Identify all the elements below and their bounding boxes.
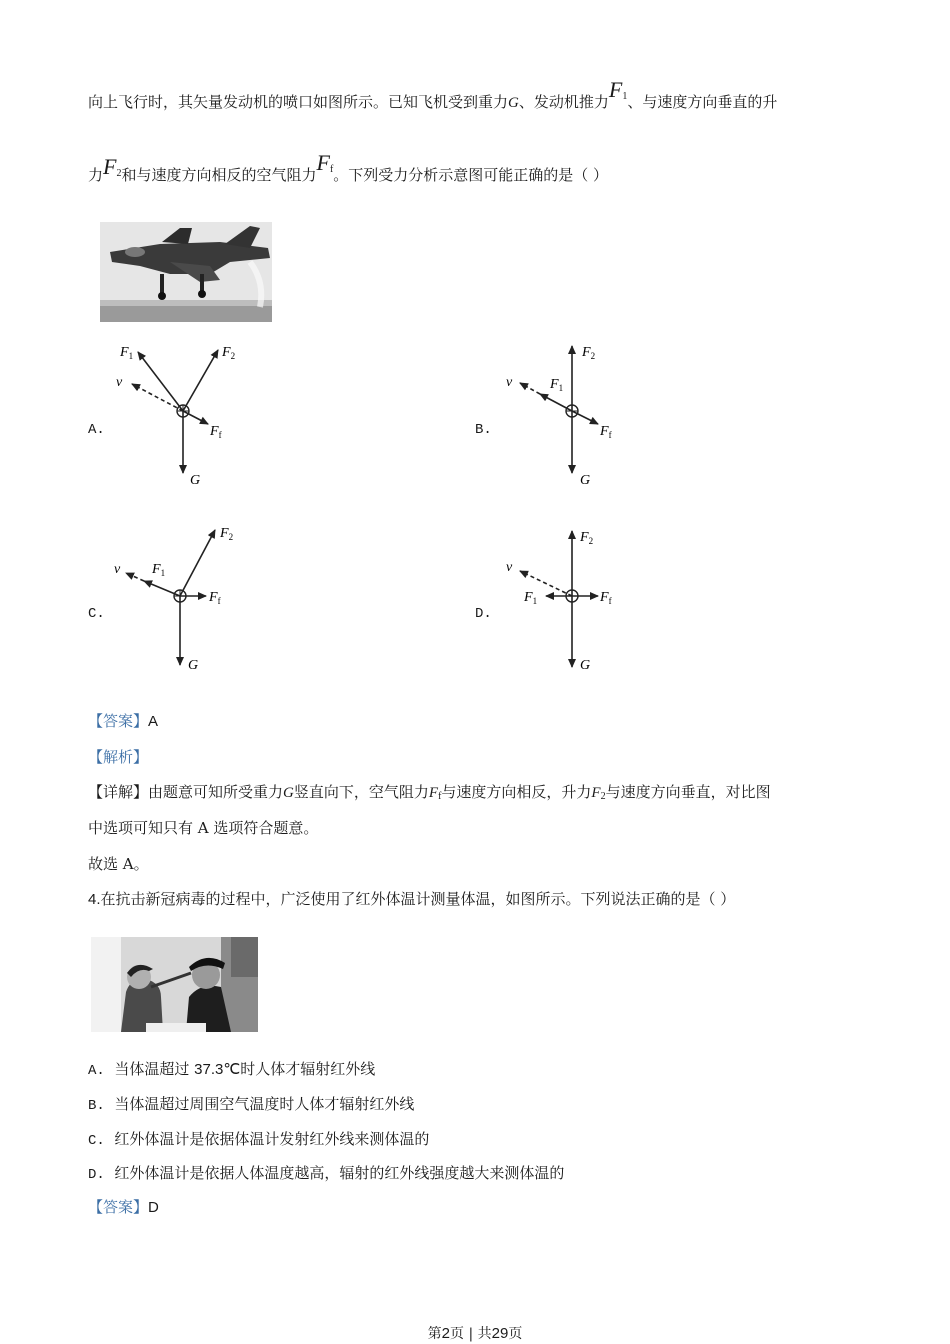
page-number: 2 xyxy=(441,1325,451,1342)
answer-tag: 【答案】 xyxy=(88,1198,149,1216)
force-diagram-b xyxy=(500,340,650,494)
svg-text:F1: $F_1$ xyxy=(524,590,538,606)
stem-text: 、与速度方向垂直的升 xyxy=(627,93,778,111)
svg-text:v: v xyxy=(506,375,513,390)
force-diagram-d xyxy=(500,525,650,679)
label-f2: $F_2$ xyxy=(222,345,236,361)
vector-f2 xyxy=(183,350,218,411)
force-diagram-a xyxy=(110,340,260,494)
q4-option-c[interactable]: C. 红外体温计是依据体温计发射红外线来测体温的 xyxy=(88,1130,430,1149)
detail-line1-q3: 【详解】由题意可知所受重力G竖直向下，空气阻力$F_f$与速度方向相反，升力$F_2$与速度方向垂直，对比图 xyxy=(88,783,771,802)
page-footer: 第2页 | 共29页 xyxy=(427,1325,523,1342)
svg-text:Ff: $F_f$ xyxy=(209,590,221,606)
svg-text:Ff: $F_f$ xyxy=(600,590,612,606)
option-b-label[interactable]: B. xyxy=(475,422,492,438)
symbol-ff: $F_f$ xyxy=(316,150,334,175)
option-label: A. xyxy=(88,1063,105,1079)
option-d-label[interactable]: D. xyxy=(475,606,492,622)
svg-text:G: G xyxy=(580,658,591,673)
question3-line1 xyxy=(88,77,778,117)
question4-stem xyxy=(88,889,735,910)
stem-text: 向上飞行时，其矢量发动机的喷口如图所示。已知飞机受到重力 xyxy=(88,93,509,111)
svg-text:F1: $F_1$ xyxy=(550,377,564,393)
option-c-label[interactable]: C. xyxy=(88,606,105,622)
q4-option-d[interactable]: D. 红外体温计是依据人体温度越高，辐射的红外线强度越大来测体温的 xyxy=(88,1164,565,1183)
svg-text:G: G xyxy=(580,473,591,488)
svg-text:G: G xyxy=(188,658,199,673)
symbol-g: G xyxy=(508,95,519,111)
label-v: v xyxy=(116,375,123,390)
answer-value: D xyxy=(148,1199,159,1216)
q4-option-b[interactable]: B. 当体温超过周围空气温度时人体才辐射红外线 xyxy=(88,1095,415,1114)
svg-text:F2: $F_2$ xyxy=(580,530,594,546)
detail-line2-q3: 中选项可知只有 A 选项符合题意。 xyxy=(88,819,319,837)
svg-text:Ff: $F_f$ xyxy=(600,424,612,440)
svg-text:F1: $F_1$ xyxy=(152,562,166,578)
label-g: G xyxy=(190,473,201,488)
detail-tag: 【详解】 xyxy=(88,783,149,801)
svg-text:v: v xyxy=(506,560,513,575)
answer-tag: 【答案】 xyxy=(88,712,149,730)
answer-value: A xyxy=(148,713,159,730)
label-ff: $F_f$ xyxy=(210,424,222,440)
stem-text: 。下列受力分析示意图可能正确的是（ ） xyxy=(333,166,609,184)
svg-text:v: v xyxy=(114,562,121,577)
svg-text:F2: $F_2$ xyxy=(220,526,234,542)
question3-line2 xyxy=(88,150,609,190)
vector-f1 xyxy=(138,352,183,411)
analysis-line-q3 xyxy=(88,747,148,767)
q4-option-a[interactable]: A. 当体温超过 37.3℃时人体才辐射红外线 xyxy=(88,1060,376,1079)
symbol-f2: $F_2$ xyxy=(103,154,122,179)
vector-v xyxy=(132,384,183,411)
answer-line-q3 xyxy=(88,711,158,732)
thermometer-photo xyxy=(91,937,258,1032)
symbol-f1: $F_1$ xyxy=(608,77,628,102)
stem-text: 、发动机推力 xyxy=(518,93,609,111)
vector-ff xyxy=(183,411,208,424)
stem-text: 力 xyxy=(88,166,104,184)
analysis-tag: 【解析】 xyxy=(88,748,149,766)
stem-text: 和与速度方向相反的空气阻力 xyxy=(121,166,317,184)
option-label: C. xyxy=(88,1133,105,1149)
stem-text: 在抗击新冠病毒的过程中，广泛使用了红外体温计测量体温，如图所示。下列说法正确的是（ ） xyxy=(100,890,736,908)
conclusion-q3: 故选 A。 xyxy=(88,855,149,873)
fighter-jet-photo xyxy=(100,222,272,322)
answer-line-q4 xyxy=(88,1197,159,1218)
force-diagram-c xyxy=(110,525,260,679)
option-label: D. xyxy=(88,1167,105,1183)
svg-text:F2: $F_2$ xyxy=(582,345,596,361)
option-a-label[interactable]: A. xyxy=(88,422,105,438)
option-label: B. xyxy=(88,1098,105,1114)
label-f1: $F_1$ xyxy=(120,345,134,361)
total-pages: 29 xyxy=(491,1325,509,1342)
question-number: 4. xyxy=(88,891,101,908)
